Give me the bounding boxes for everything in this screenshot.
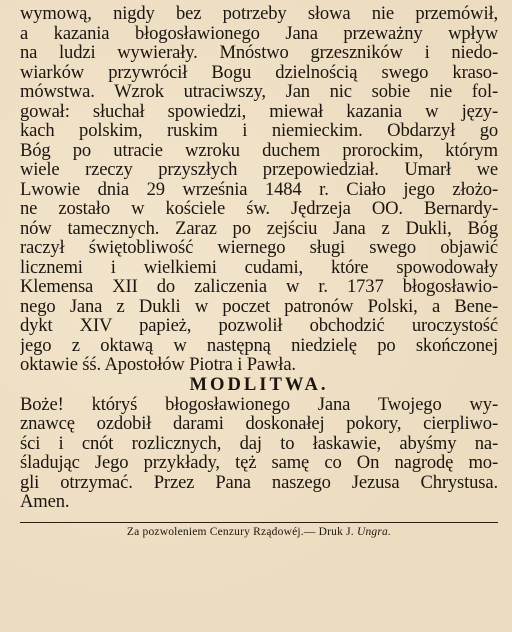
biography-text	[20, 4, 498, 375]
text-line: Bóg po utracie wzroku duchem prorockim, którym	[20, 140, 498, 160]
text-line: nego Jana z Dukli w poczet patronów Polski, a Bene-	[20, 296, 498, 316]
text-line: ne zostało w kościele św. Jędrzeja OO. Bernardy-	[20, 199, 498, 219]
footer-rule	[20, 522, 498, 523]
printer-name: Ungra.	[356, 525, 392, 538]
censorship-note: Za pozwoleniem Cenzury Rządowéj.— Druk J.	[126, 525, 354, 538]
text-line: wiarków przywrócił Bogu dzielnością swego kraso-	[20, 62, 498, 82]
prayer-line: znawcę ozdobił darami doskonałej pokory, cierpliwo-	[20, 414, 498, 434]
text-line: jego z oktawą w następną niedzielę po skończonej	[20, 335, 498, 355]
prayer-line: śladując Jego przykłady, tęż samę co On nagrodę mo-	[20, 453, 498, 473]
prayer-text	[20, 395, 498, 512]
text-line: raczył świętobliwość wiernego sługi swego objawić	[20, 238, 498, 258]
text-line: Lwowie dnia 29 września 1484 r. Ciało jego złożo-	[20, 179, 498, 199]
prayer-line: ści i cnót rozlicznych, daj to łaskawie, abyśmy na-	[20, 433, 498, 453]
prayer-line: gli otrzymać. Przez Pana naszego Jezusa Chrystusa.	[20, 472, 498, 492]
text-line: nów tamecznych. Zaraz po zejściu Jana z Dukli, Bóg	[20, 218, 498, 238]
prayer-line: Amen.	[20, 492, 70, 512]
prayer-line: Boże! któryś błogosławionego Jana Twojego wy-	[20, 394, 498, 414]
text-line: wiele rzeczy przyszłych przepowiedział. Umarł we	[20, 160, 498, 180]
text-line: licznemi i wielkiemi cudami, które spowodowały	[20, 257, 498, 277]
text-line: dykt XIV papież, pozwolił obchodzić uroczystość	[20, 316, 498, 336]
text-line: kach polskim, ruskim i niemieckim. Obdarzył go	[20, 121, 498, 141]
text-line: a kazania błogosławionego Jana przeważny wpływ	[20, 23, 498, 43]
prayer-heading: MODLITWA.	[189, 373, 329, 395]
imprint-footer	[20, 525, 498, 539]
text-line: gował: słuchał spowiedzi, miewał kazania w języ-	[20, 101, 498, 121]
text-line: mówstwa. Wzrok utraciwszy, Jan nic sobie nie fol-	[20, 82, 498, 102]
text-line: Klemensa XII do zaliczenia w r. 1737 błogosławio-	[20, 277, 498, 297]
text-line: na ludzi wywierały. Mnóstwo grzeszników i niedo-	[20, 43, 498, 63]
text-line: oktawie śś. Apostołów Piotra i Pawła.	[20, 355, 296, 375]
text-line: wymową, nigdy bez potrzeby słowa nie przemówił,	[20, 4, 498, 24]
